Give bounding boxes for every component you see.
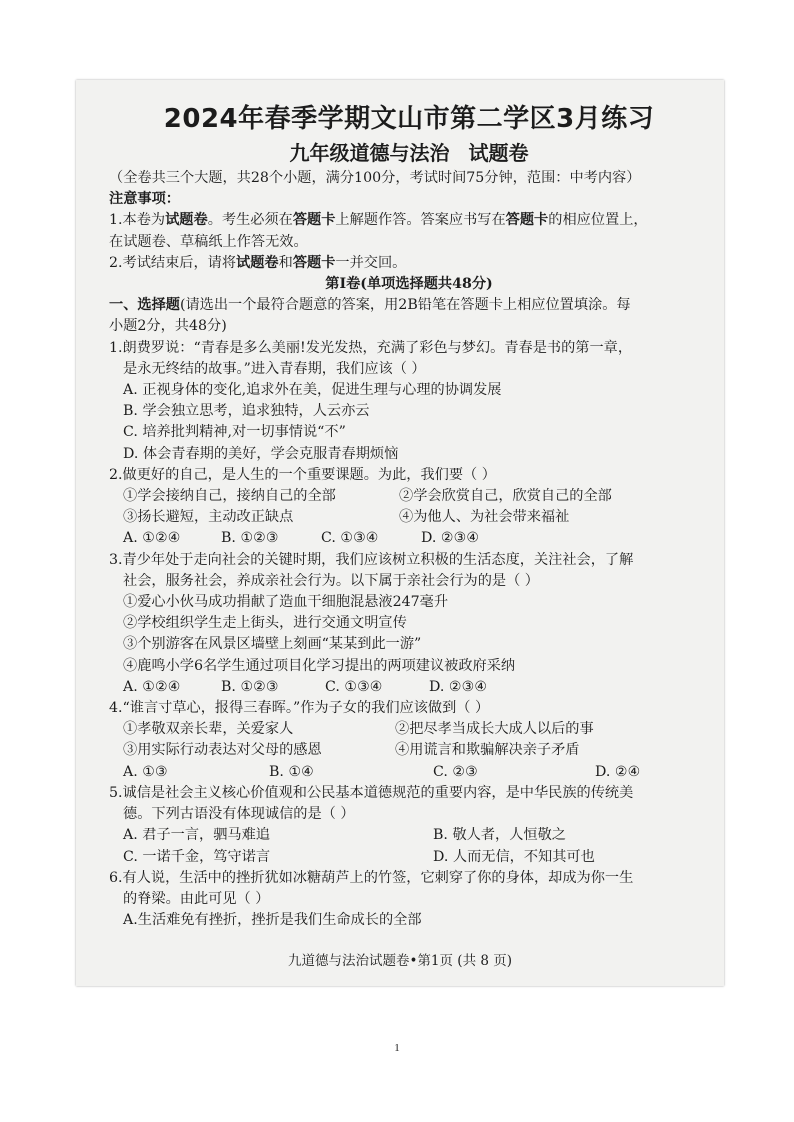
q4-option-c: C. ②③ bbox=[433, 763, 478, 780]
paper-type: 试题卷 bbox=[468, 141, 529, 165]
exam-sheet-photo bbox=[76, 80, 724, 986]
q3-option-d: D. ②③④ bbox=[429, 678, 488, 695]
q4-item-1: ①孝敬双亲长辈，关爱家人 bbox=[123, 721, 294, 738]
part-instructions-cont: 小题2分，共48分) bbox=[109, 318, 227, 335]
note-emphasis: 答题卡 bbox=[292, 212, 336, 229]
q3-option-a: A. ①②④ bbox=[123, 678, 181, 695]
q4-item-4: ④用谎言和欺骗解决亲子矛盾 bbox=[395, 742, 580, 759]
question-6-stem-cont: 的脊梁。由此可见（ ） bbox=[123, 890, 270, 907]
q4-option-a: A. ①③ bbox=[123, 763, 168, 780]
exam-title: 2024年春季学期文山市第二学区3月练习 bbox=[163, 104, 655, 134]
note-text: 1.本卷为 bbox=[109, 212, 166, 229]
note-emphasis: 试题卷 bbox=[236, 254, 279, 271]
question-1-stem-cont: 是永无终结的故事。”进入青春期，我们应该（ ） bbox=[123, 360, 426, 377]
note-emphasis: 试题卷 bbox=[165, 212, 208, 229]
q5-option-c: C. 一诺千金，笃守诺言 bbox=[123, 848, 271, 865]
q5-options-row-1 bbox=[109, 825, 709, 846]
note-1-cont: 在试题卷、草稿纸上作答无效。 bbox=[109, 233, 308, 250]
q1-option-c: C. 培养批判精神,对一切事情说“不” bbox=[123, 424, 346, 441]
q1-option-a: A. 正视身体的变化,追求外在美，促进生理与心理的协调发展 bbox=[123, 382, 502, 399]
q2-option-a: A. ①②④ bbox=[123, 530, 181, 547]
q5-options-row-2 bbox=[109, 847, 709, 868]
q3-option-c: C. ①③④ bbox=[325, 678, 383, 695]
q2-item-4: ④为他人、为社会带来福祉 bbox=[399, 509, 570, 526]
note-text: 。考生必须在 bbox=[207, 212, 293, 229]
q4-option-b: B. ①④ bbox=[269, 763, 314, 780]
subject-name: 九年级道德与法治 bbox=[289, 141, 450, 165]
q5-option-a: A. 君子一言，驷马难追 bbox=[123, 827, 270, 844]
q2-options bbox=[109, 528, 709, 549]
q2-option-c: C. ①③④ bbox=[321, 530, 379, 547]
question-5-stem: 5.诚信是社会主义核心价值观和公民基本道德规范的重要内容，是中华民族的传统美 bbox=[109, 784, 634, 801]
note-text: 和 bbox=[278, 254, 293, 271]
q4-items-row-1 bbox=[109, 719, 709, 740]
q2-item-3: ③扬长避短，主动改正缺点 bbox=[123, 509, 294, 526]
q3-item-3: ③个别游客在风景区墙壁上刻画“某某到此一游” bbox=[123, 636, 422, 653]
q1-option-b: B. 学会独立思考，追求独特，人云亦云 bbox=[123, 403, 370, 420]
notes-heading: 注意事项： bbox=[109, 191, 180, 208]
q5-option-d: D. 人而无信，不知其可也 bbox=[433, 848, 595, 865]
q3-option-b: B. ①②③ bbox=[221, 678, 279, 695]
part-description: (请选出一个最符合题意的答案，用2B铅笔在答题卡上相应位置填涂。每 bbox=[179, 297, 631, 314]
q1-option-d: D. 体会青春期的美好，学会克服青春期烦恼 bbox=[123, 445, 399, 462]
q2-item-2: ②学会欣赏自己，欣赏自己的全部 bbox=[399, 488, 612, 505]
q2-item-1: ①学会接纳自己，接纳自己的全部 bbox=[123, 488, 336, 505]
q2-items-row-2 bbox=[109, 507, 709, 528]
section-title: 第Ⅰ卷(单项选择题共48分) bbox=[325, 276, 493, 293]
page-number: 1 bbox=[394, 1042, 400, 1054]
note-text: 一并交回。 bbox=[335, 254, 407, 271]
sheet-footer: 九道德与法治试题卷•第1页 (共 8 页) bbox=[287, 953, 513, 969]
q4-items-row-2 bbox=[109, 740, 709, 761]
note-text: 的相应位置上， bbox=[548, 212, 648, 229]
note-text: 2.考试结束后，请将 bbox=[109, 254, 237, 271]
q4-item-2: ②把尽孝当成长大成人以后的事 bbox=[395, 721, 594, 738]
q3-item-4: ④鹿鸣小学6名学生通过项目化学习提出的两项建议被政府采纳 bbox=[123, 657, 516, 674]
q3-options bbox=[109, 677, 709, 698]
q6-option-a: A.生活难免有挫折，挫折是我们生命成长的全部 bbox=[123, 912, 422, 929]
question-5-stem-cont: 德。下列古语没有体现诚信的是（ ） bbox=[123, 806, 355, 823]
part-instructions bbox=[109, 295, 709, 316]
question-4-stem: 4.“谁言寸草心，报得三春晖。”作为子女的我们应该做到（ ） bbox=[109, 700, 490, 717]
question-1-stem: 1.朗费罗说：“青春是多么美丽!发光发热，充满了彩色与梦幻。青春是书的第一章， bbox=[109, 339, 633, 356]
part-heading: 一、选择题 bbox=[109, 297, 180, 314]
q4-item-3: ③用实际行动表达对父母的感恩 bbox=[123, 742, 322, 759]
exam-subtitle bbox=[109, 138, 709, 168]
q5-option-b: B. 敬人者，人恒敬之 bbox=[433, 827, 566, 844]
q4-options bbox=[109, 762, 709, 783]
q3-item-2: ②学校组织学生走上街头，进行交通文明宣传 bbox=[123, 615, 407, 632]
q3-item-1: ①爱心小伙马成功捐献了造血干细胞混悬液247毫升 bbox=[123, 594, 449, 611]
question-2-stem: 2.做更好的自己，是人生的一个重要课题。为此，我们要（ ） bbox=[109, 466, 496, 483]
exam-content bbox=[109, 102, 709, 931]
note-2 bbox=[109, 253, 709, 274]
q2-option-d: D. ②③④ bbox=[421, 530, 480, 547]
question-6-stem: 6.有人说，生活中的挫折犹如冰糖葫芦上的竹签，它刺穿了你的身体，却成为你一生 bbox=[109, 869, 634, 886]
question-3-stem: 3.青少年处于走向社会的关键时期，我们应该树立积极的生活态度，关注社会，了解 bbox=[109, 551, 634, 568]
q4-option-d: D. ②④ bbox=[595, 763, 641, 780]
note-emphasis: 答题卡 bbox=[292, 254, 336, 271]
question-3-stem-cont: 社会，服务社会，养成亲社会行为。以下属于亲社会行为的是（ ） bbox=[123, 572, 539, 589]
note-1 bbox=[109, 210, 709, 231]
q2-items-row-1 bbox=[109, 486, 709, 507]
q2-option-b: B. ①②③ bbox=[221, 530, 279, 547]
exam-info: （全卷共三个大题，共28个小题，满分100分，考试时间75分钟，范围：中考内容） bbox=[109, 170, 641, 186]
note-emphasis: 答题卡 bbox=[505, 212, 549, 229]
note-text: 上解题作答。答案应书写在 bbox=[335, 212, 506, 229]
